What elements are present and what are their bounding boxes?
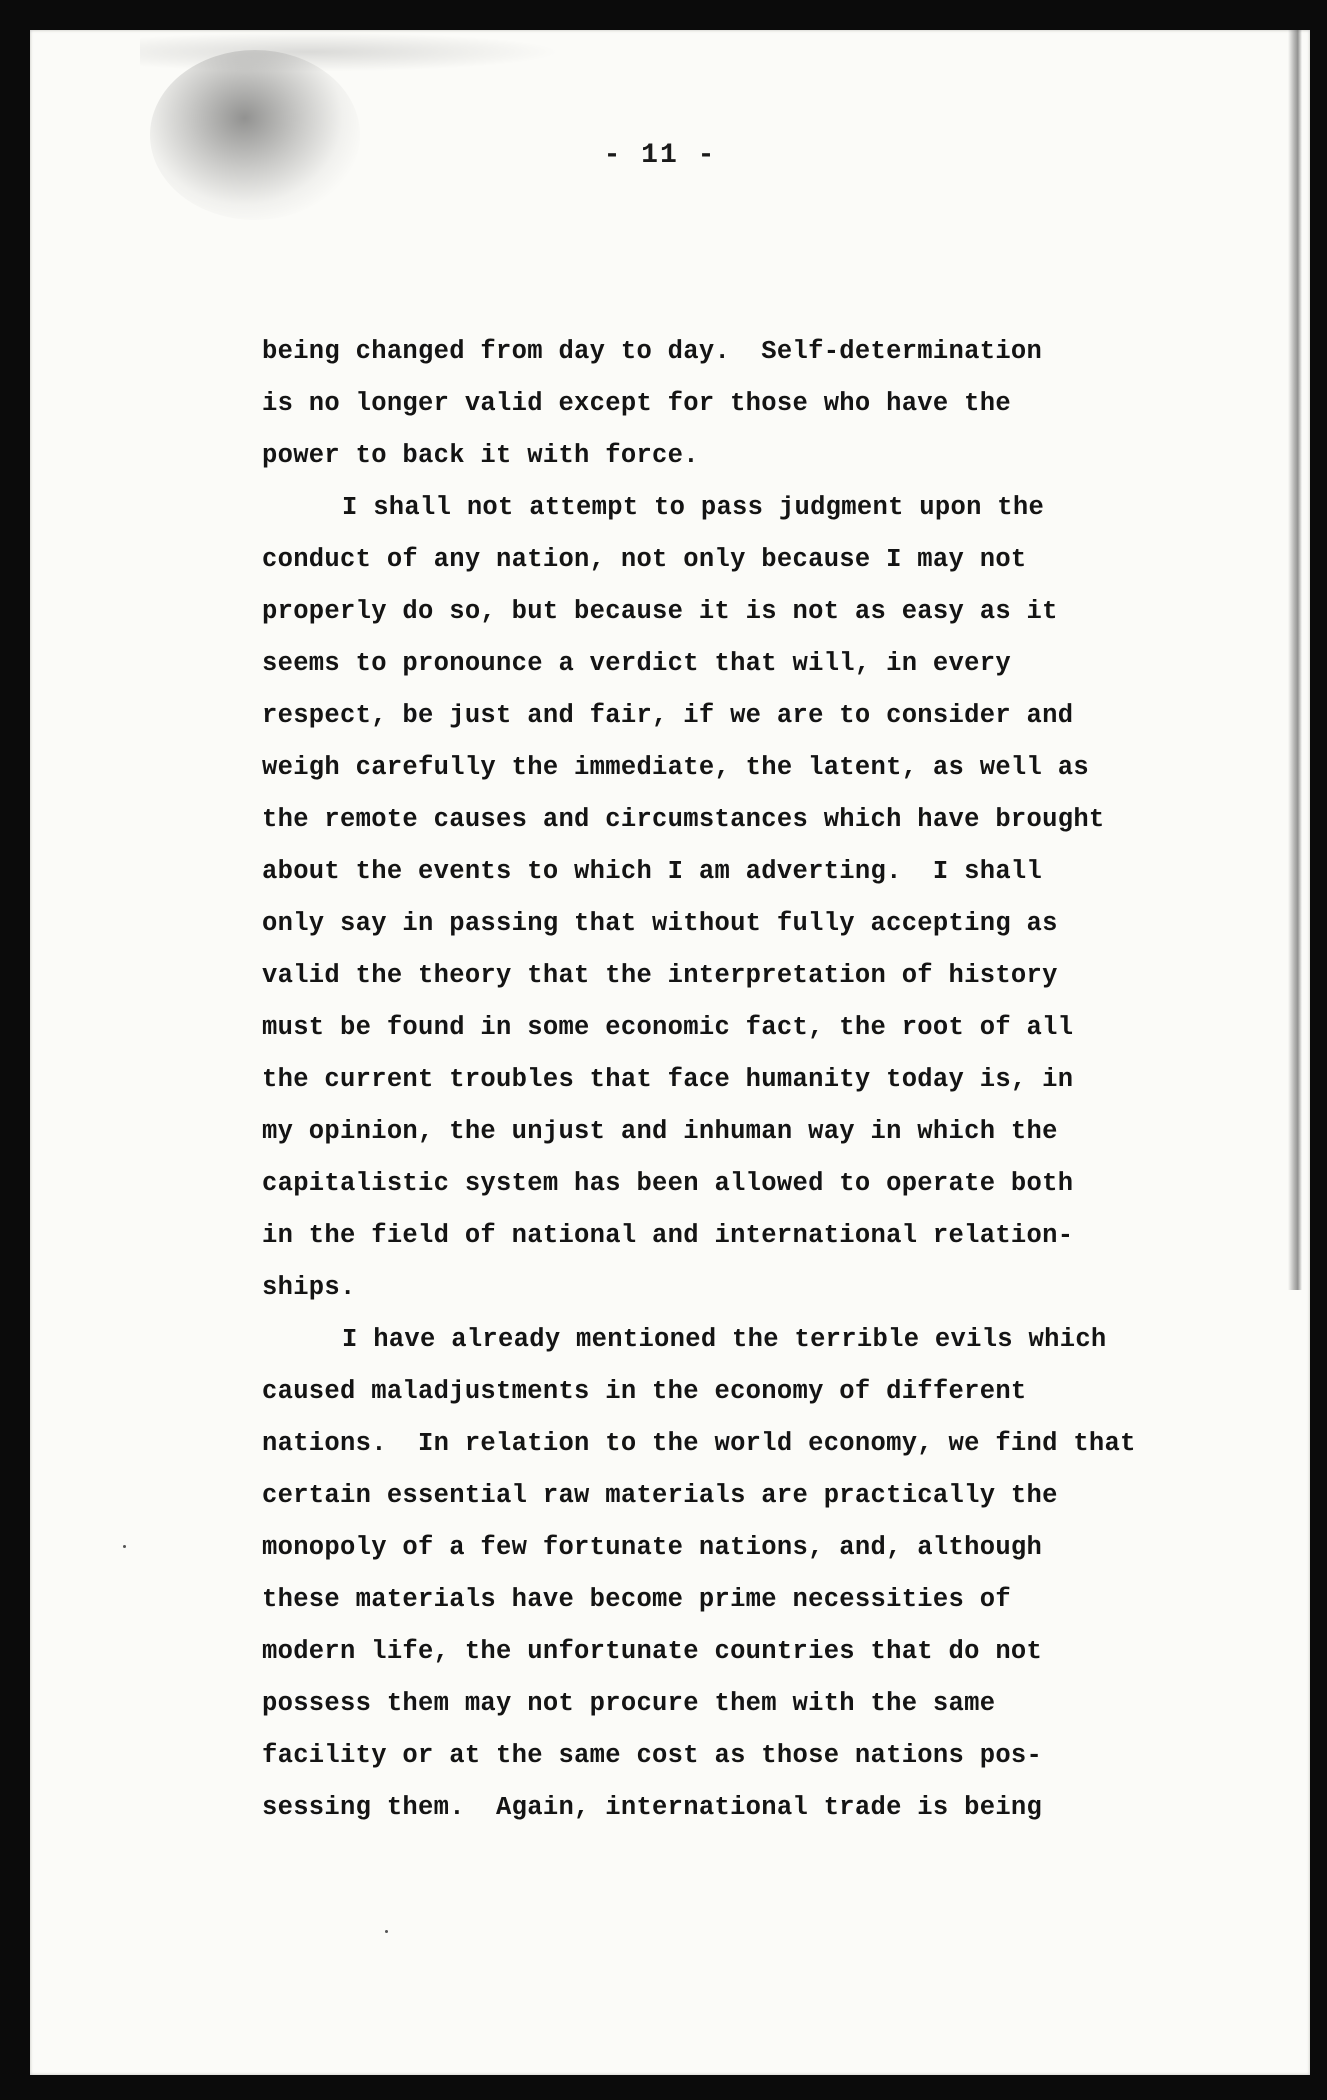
text-line: being changed from day to day. Self-determination bbox=[262, 337, 1043, 366]
text-line: modern life, the unfortunate countries that do not bbox=[262, 1637, 1043, 1666]
text-line: caused maladjustments in the economy of different bbox=[262, 1377, 1027, 1406]
text-line: in the field of national and international relation- bbox=[262, 1221, 1074, 1250]
text-line: seems to pronounce a verdict that will, in every bbox=[262, 649, 1011, 678]
paragraph bbox=[262, 326, 1162, 482]
text-line: weigh carefully the immediate, the latent, as well as bbox=[262, 753, 1089, 782]
text-line: conduct of any nation, not only because I may not bbox=[262, 545, 1027, 574]
body-text bbox=[262, 326, 1162, 1834]
text-line: the current troubles that face humanity today is, in bbox=[262, 1065, 1074, 1094]
text-line: monopoly of a few fortunate nations, and, although bbox=[262, 1533, 1043, 1562]
text-line: sessing them. Again, international trade is being bbox=[262, 1793, 1043, 1822]
scan-smudge bbox=[150, 50, 360, 220]
text-line: power to back it with force. bbox=[262, 441, 699, 470]
page-number: - 11 - bbox=[603, 140, 717, 171]
text-line: my opinion, the unjust and inhuman way in which the bbox=[262, 1117, 1058, 1146]
page-edge-shadow bbox=[1288, 30, 1302, 1290]
text-line: nations. In relation to the world economy, we find that bbox=[262, 1429, 1136, 1458]
text-line: the remote causes and circumstances which have brought bbox=[262, 805, 1105, 834]
text-line: valid the theory that the interpretation of history bbox=[262, 961, 1058, 990]
text-line: ships. bbox=[262, 1273, 356, 1302]
text-line: capitalistic system has been allowed to operate both bbox=[262, 1169, 1074, 1198]
paragraph bbox=[262, 1314, 1162, 1834]
text-line: about the events to which I am adverting. I shall bbox=[262, 857, 1043, 886]
text-line: must be found in some economic fact, the root of all bbox=[262, 1013, 1074, 1042]
text-line: facility or at the same cost as those nations pos- bbox=[262, 1741, 1043, 1770]
text-line: these materials have become prime necessities of bbox=[262, 1585, 1011, 1614]
text-line: only say in passing that without fully accepting as bbox=[262, 909, 1058, 938]
text-line: I have already mentioned the terrible evils which bbox=[342, 1325, 1107, 1354]
text-line: possess them may not procure them with the same bbox=[262, 1689, 996, 1718]
text-line: respect, be just and fair, if we are to consider and bbox=[262, 701, 1074, 730]
text-line: is no longer valid except for those who have the bbox=[262, 389, 1011, 418]
text-line: properly do so, but because it is not as easy as it bbox=[262, 597, 1058, 626]
paragraph bbox=[262, 482, 1162, 1314]
text-line: certain essential raw materials are practically the bbox=[262, 1481, 1058, 1510]
scan-speck bbox=[385, 1930, 388, 1933]
scan-speck bbox=[123, 1545, 126, 1548]
text-line: I shall not attempt to pass judgment upon the bbox=[342, 493, 1045, 522]
